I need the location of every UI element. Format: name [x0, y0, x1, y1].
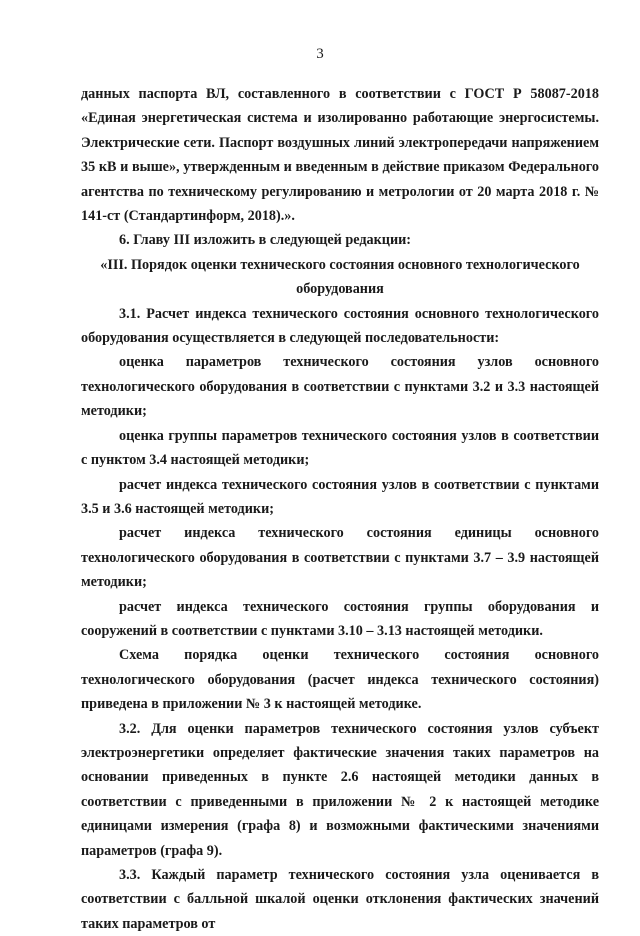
list-item: оценка группы параметров технического состояния узлов в соответствии с пунктом 3.4 настоящей методики;	[81, 427, 599, 469]
section-title: «III. Порядок оценки технического состояния основного технологического оборудования	[100, 256, 580, 298]
paragraph-item-6: 6. Главу III изложить в следующей редакции:	[119, 232, 412, 249]
page-number: 3	[316, 46, 324, 62]
document-body	[81, 82, 599, 936]
paragraph-continuation: данных паспорта ВЛ, составленного в соответствии с ГОСТ Р 58087-2018 «Единая энергетическая система и изолированно работающие энергосистемы. Электрические сети. Паспорт воздушных линий электропередачи напряжением 35 кВ и выше», утвержденным и введенным в действие приказом Федерального агентства по техническому регулированию и метрологии от 20 марта 2018 г. № 141-ст (Стандартинформ, 2018).».	[81, 86, 599, 225]
paragraph-3-2: 3.2. Для оценки параметров технического состояния узлов субъект электроэнергетики определяет фактические значения таких параметров на основании приведенных в пункте 2.6 настоящей методики данных в соответствии с приведенными в приложении № 2 к настоящей методике единицами измерения (графа 8) и возможными фактическими значениями параметров (графа 9).	[81, 720, 599, 859]
list-item: расчет индекса технического состояния единицы основного технологического оборудования в соответствии с пунктами 3.7 – 3.9 настоящей методики;	[81, 525, 599, 591]
list-item: расчет индекса технического состояния группы оборудования и сооружений в соответствии с пунктами 3.10 – 3.13 настоящей методики.	[81, 598, 599, 639]
paragraph-3-1: 3.1. Расчет индекса технического состояния основного технологического оборудования осуществляется в следующей последовательности:	[81, 305, 599, 347]
list-item: расчет индекса технического состояния узлов в соответствии с пунктами 3.5 и 3.6 настоящей методики;	[81, 476, 599, 517]
paragraph-scheme: Схема порядка оценки технического состояния основного технологического оборудования (расчет индекса технического состояния) приведена в приложении № 3 к настоящей методике.	[81, 647, 599, 713]
list-item: оценка параметров технического состояния узлов основного технологического оборудования в соответствии с пунктами 3.2 и 3.3 настоящей методики;	[81, 354, 599, 420]
paragraph-3-3: 3.3. Каждый параметр технического состояния узла оценивается в соответствии с балльной шкалой оценки отклонения фактических значений таких параметров от	[81, 867, 599, 932]
